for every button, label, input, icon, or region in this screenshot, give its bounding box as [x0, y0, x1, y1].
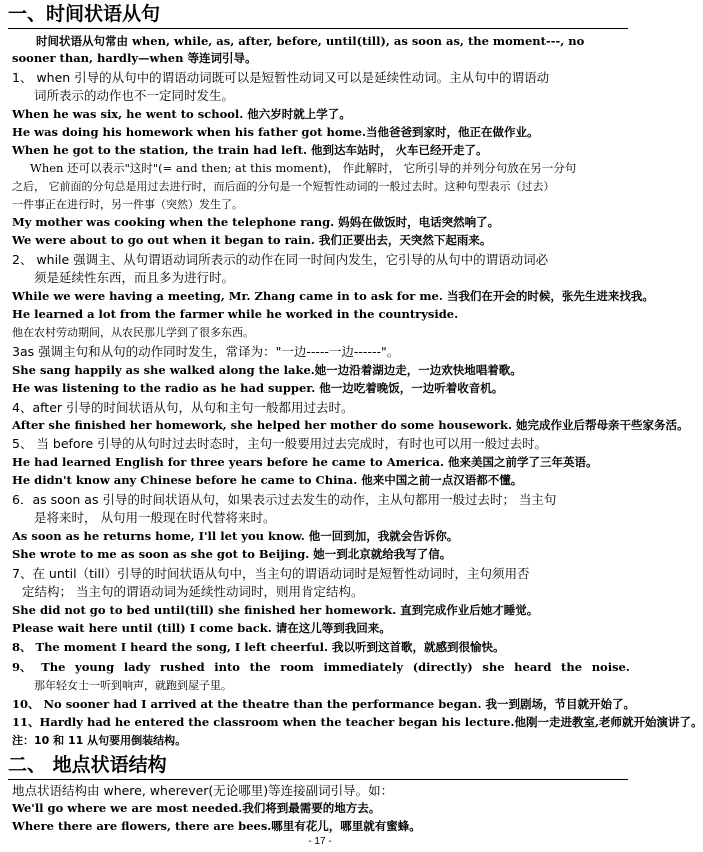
- example-3: When he got to the station, the train had left. 他到达车站时， 火车已经开走了。: [12, 143, 488, 157]
- point-9-translation: 那年轻女士一听到响声，就跑到屋子里。: [34, 679, 232, 692]
- point-4: 4、after 引导的时间状语从句，从句和主句一般都用过去时。: [12, 400, 354, 415]
- point-7-line-2: 定结构； 当主句的谓语动词为延续性动词时，则用肯定结构。: [22, 584, 364, 599]
- example-1: When he was six, he went to school. 他六岁时就上学了。: [12, 107, 351, 121]
- point-1-line-5: 一件事正在进行时，另一件事（突然）发生了。: [12, 198, 243, 211]
- p9-word: The: [41, 660, 66, 674]
- point-1-line-4: 之后， 它前面的分句总是用过去进行时，而后面的分句是一个短暂性动词的一般过去时。这种句型表示（过去）: [12, 180, 555, 193]
- p9-word: room: [280, 660, 314, 674]
- p9-word: young: [75, 660, 115, 674]
- p9-word: into: [214, 660, 240, 674]
- point-9: [12, 659, 630, 676]
- section-1-heading: 一、时间状语从句: [8, 2, 628, 29]
- p9-word: she: [482, 660, 505, 674]
- example-15: She did not go to bed until(till) she finished her homework. 直到完成作业后她才睡觉。: [12, 603, 539, 617]
- point-1-line-2: 词所表示的动作也不一定同时发生。: [34, 88, 235, 103]
- intro-line-2: sooner than, hardly—when 等连词引导。: [12, 51, 257, 65]
- p9-word: (directly): [412, 660, 473, 674]
- p9-word: heard: [514, 660, 552, 674]
- point-1-line-1: 1、 when 引导的从句中的谓语动词既可以是短暂性动词又可以是延续性动词。主从句中的谓语动: [12, 70, 550, 85]
- example-6: While we were having a meeting, Mr. Zhang came in to ask for me. 当我们在开会的时候，张先生进来找我。: [12, 289, 654, 303]
- example-16: Please wait here until (till) I come back. 请在这儿等到我回来。: [12, 621, 391, 635]
- note: 注：10 和 11 从句要用倒装结构。: [12, 734, 187, 747]
- section-2-example-1: We'll go where we are most needed.我们将到最需要的地方去。: [12, 801, 381, 815]
- p9-word: immediately: [323, 660, 404, 674]
- point-11: 11、Hardly had he entered the classroom when the teacher began his lecture.他刚一走进教室,老师就开始演讲了。: [12, 715, 703, 729]
- example-7-translation: 他在农村劳动期间，从农民那儿学到了很多东西。: [12, 326, 254, 339]
- p9-word: rushed: [160, 660, 205, 674]
- example-9: He was listening to the radio as he had supper. 他一边吃着晚饭，一边听着收音机。: [12, 381, 504, 395]
- section-2-heading: 二、 地点状语结构: [8, 753, 628, 780]
- point-7-line-1: 7、在 until（till）引导的时间状语从句中，当主句的谓语动词时是短暂性动词时，主句须用否: [12, 566, 530, 581]
- point-10: 10、 No sooner had I arrived at the theatre than the performance began. 我一到剧场，节目就开始了。: [12, 697, 635, 711]
- example-4: My mother was cooking when the telephone rang. 妈妈在做饭时，电话突然响了。: [12, 215, 500, 229]
- example-10: After she finished her homework, she helped her mother do some housework. 她完成作业后帮母亲干些家务活。: [12, 418, 689, 432]
- intro-line-1: 时间状语从句常由 when, while, as, after, before, until(till), as soon as, the moment---, no: [36, 34, 585, 48]
- example-14: She wrote to me as soon as she got to Beijing. 她一到北京就给我写了信。: [12, 547, 452, 561]
- point-8: 8、 The moment I heard the song, I left cheerful. 我以听到这首歌，就感到很愉快。: [12, 640, 505, 654]
- point-6-line-1: 6．as soon as 引导的时间状语从句，如果表示过去发生的动作，主从句都用一般过去时； 当主句: [12, 492, 557, 507]
- point-6-line-2: 是将来时， 从句用一般现在时代替将来时。: [34, 510, 276, 525]
- point-5: 5、 当 before 引导的从句时过去时态时，主句一般要用过去完成时，有时也可以用一般过去时。: [12, 436, 548, 451]
- example-8: She sang happily as she walked along the lake.她一边沿着湖边走，一边欢快地唱着歌。: [12, 363, 522, 377]
- example-2: He was doing his homework when his father got home.当他爸爸到家时，他正在做作业。: [12, 125, 539, 139]
- example-13: As soon as he returns home, I'll let you know. 他一回到加，我就会告诉你。: [12, 529, 459, 543]
- point-2-line-1: 2、 while 强调主、从句谓语动词所表示的动作在同一时间内发生，它引导的从句中的谓语动词必: [12, 252, 549, 267]
- p9-word: the: [249, 660, 271, 674]
- p9-word: the: [561, 660, 583, 674]
- example-7: He learned a lot from the farmer while he worked in the countryside.: [12, 307, 459, 321]
- p9-word: noise.: [591, 660, 630, 674]
- p9-word: lady: [123, 660, 151, 674]
- section-2-example-2: Where there are flowers, there are bees.哪里有花儿，哪里就有蜜蜂。: [12, 819, 421, 833]
- point-2-line-2: 须是延续性东西，而且多为进行时。: [34, 270, 235, 285]
- example-12: He didn't know any Chinese before he came to China. 他来中国之前一点汉语都不懂。: [12, 473, 523, 487]
- example-11: He had learned English for three years before he came to America. 他来美国之前学了三年英语。: [12, 455, 598, 469]
- page-number: - 17 -: [308, 836, 332, 847]
- section-2-intro: 地点状语结构由 where, wherever(无论哪里)等连接副词引导。如：: [12, 783, 394, 798]
- point-3: 3as 强调主句和从句的动作同时发生，常译为："一边-----一边------"。: [12, 344, 400, 359]
- point-1-line-3: When 还可以表示"这时"(= and then; at this moment)， 作此解时， 它所引导的并列分句放在另一分句: [30, 161, 577, 175]
- example-5: We were about to go out when it began to rain. 我们正要出去，天突然下起雨来。: [12, 233, 492, 247]
- p9-word: 9、: [12, 660, 32, 674]
